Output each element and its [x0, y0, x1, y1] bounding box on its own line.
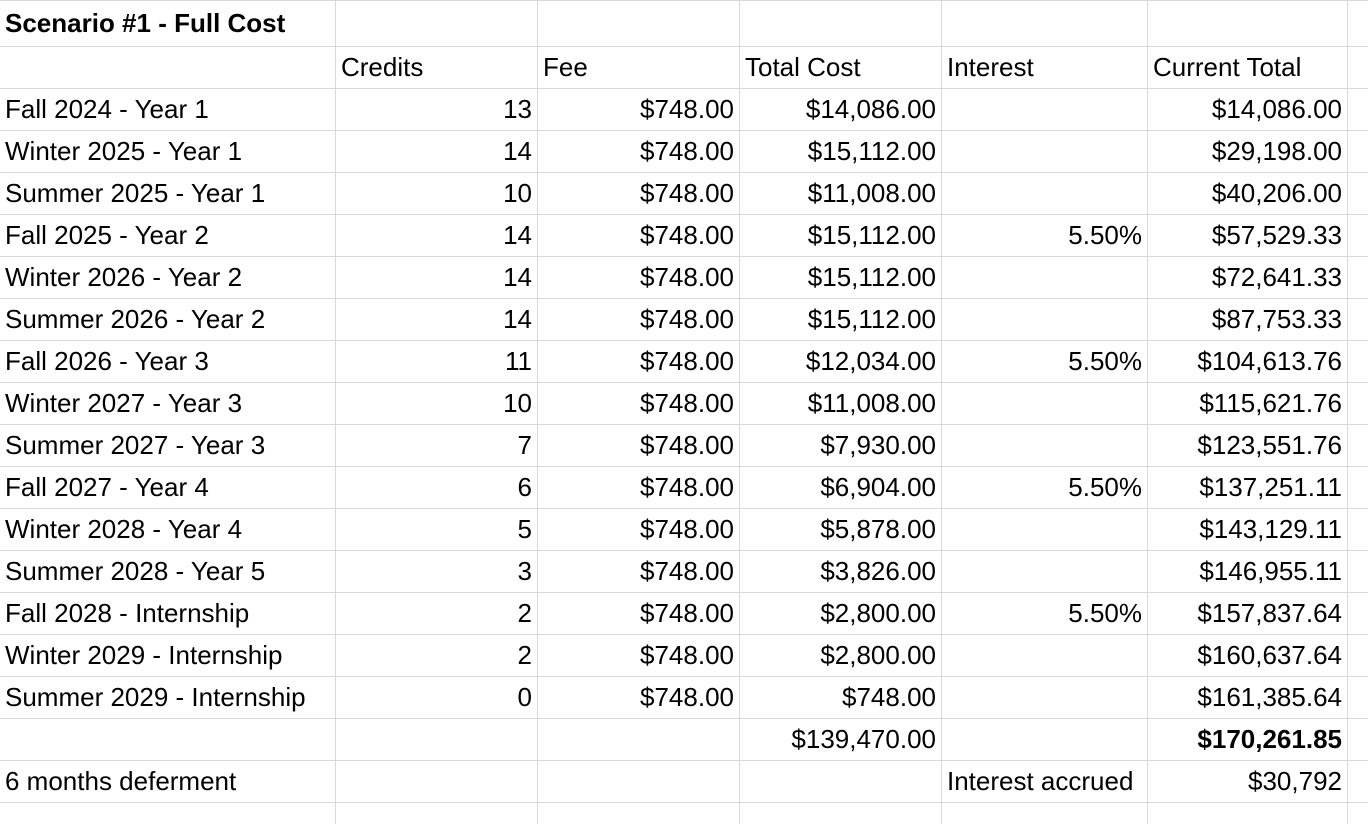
current-total-cell[interactable]: $40,206.00: [1148, 173, 1348, 214]
credits-cell[interactable]: 14: [336, 299, 538, 340]
empty-cell[interactable]: [942, 803, 1148, 824]
empty-cell[interactable]: [740, 761, 942, 802]
current-total-cell[interactable]: $137,251.11: [1148, 467, 1348, 508]
total-cost-cell[interactable]: $5,878.00: [740, 509, 942, 550]
deferment-row: [0, 761, 1368, 803]
table-row: [0, 299, 1368, 341]
fee-cell[interactable]: $748.00: [538, 299, 740, 340]
empty-cell[interactable]: [1348, 215, 1368, 256]
empty-cell[interactable]: [942, 1, 1148, 46]
empty-cell[interactable]: [1148, 1, 1348, 46]
table-row: [0, 131, 1368, 173]
total-cost-cell[interactable]: $15,112.00: [740, 131, 942, 172]
empty-cell[interactable]: [740, 803, 942, 824]
empty-cell[interactable]: [1348, 257, 1368, 298]
term-cell[interactable]: Fall 2028 - Internship: [0, 593, 336, 634]
header-cell-interest[interactable]: Interest: [942, 47, 1148, 88]
fee-cell[interactable]: $748.00: [538, 383, 740, 424]
empty-cell[interactable]: [942, 719, 1148, 760]
fee-cell[interactable]: $748.00: [538, 635, 740, 676]
interest-cell[interactable]: [942, 383, 1148, 424]
current-total-cell[interactable]: $29,198.00: [1148, 131, 1348, 172]
interest-cell[interactable]: [942, 635, 1148, 676]
interest-cell[interactable]: [942, 257, 1148, 298]
interest-cell[interactable]: [942, 551, 1148, 592]
empty-cell[interactable]: [1348, 1, 1368, 46]
empty-cell[interactable]: [538, 803, 740, 824]
current-total-cell[interactable]: $87,753.33: [1148, 299, 1348, 340]
empty-cell[interactable]: [1348, 89, 1368, 130]
table-row: [0, 635, 1368, 677]
empty-cell[interactable]: [1348, 383, 1368, 424]
total-cost-cell[interactable]: $11,008.00: [740, 383, 942, 424]
empty-cell[interactable]: [336, 1, 538, 46]
term-cell[interactable]: Fall 2026 - Year 3: [0, 341, 336, 382]
empty-cell[interactable]: [1348, 761, 1368, 802]
empty-cell[interactable]: [336, 761, 538, 802]
table-row: [0, 677, 1368, 719]
fee-cell[interactable]: $748.00: [538, 677, 740, 718]
header-cell-term[interactable]: [0, 47, 336, 88]
empty-cell[interactable]: [1348, 47, 1368, 88]
fee-cell[interactable]: $748.00: [538, 131, 740, 172]
total-cost-cell[interactable]: $2,800.00: [740, 593, 942, 634]
current-total-cell[interactable]: $143,129.11: [1148, 509, 1348, 550]
term-cell[interactable]: Summer 2026 - Year 2: [0, 299, 336, 340]
empty-cell[interactable]: [538, 1, 740, 46]
empty-cell[interactable]: [1348, 635, 1368, 676]
term-cell[interactable]: Winter 2027 - Year 3: [0, 383, 336, 424]
current-total-cell[interactable]: $161,385.64: [1148, 677, 1348, 718]
total-cost-cell[interactable]: $11,008.00: [740, 173, 942, 214]
interest-accrued-value-cell[interactable]: $30,792: [1148, 761, 1348, 802]
total-cost-cell[interactable]: $15,112.00: [740, 257, 942, 298]
empty-cell[interactable]: [740, 1, 942, 46]
grand-current-total-cell[interactable]: $170,261.85: [1148, 719, 1348, 760]
table-row: [0, 383, 1368, 425]
interest-accrued-label-cell[interactable]: Interest accrued: [942, 761, 1148, 802]
empty-cell[interactable]: [1348, 299, 1368, 340]
fee-cell[interactable]: $748.00: [538, 257, 740, 298]
empty-cell[interactable]: [538, 719, 740, 760]
current-total-cell[interactable]: $104,613.76: [1148, 341, 1348, 382]
table-row: [0, 425, 1368, 467]
fee-cell[interactable]: $748.00: [538, 89, 740, 130]
fee-cell[interactable]: $748.00: [538, 593, 740, 634]
table-row: [0, 467, 1368, 509]
term-cell[interactable]: Fall 2024 - Year 1: [0, 89, 336, 130]
table-row: [0, 89, 1368, 131]
empty-cell[interactable]: [336, 803, 538, 824]
table-row: [0, 173, 1368, 215]
empty-cell[interactable]: [1348, 551, 1368, 592]
fee-cell[interactable]: $748.00: [538, 551, 740, 592]
term-cell[interactable]: Summer 2029 - Internship: [0, 677, 336, 718]
current-total-cell[interactable]: $160,637.64: [1148, 635, 1348, 676]
empty-cell[interactable]: [1348, 509, 1368, 550]
header-cell-credits[interactable]: Credits: [336, 47, 538, 88]
empty-cell[interactable]: [1348, 173, 1368, 214]
interest-cell[interactable]: [942, 509, 1148, 550]
empty-cell[interactable]: [1348, 131, 1368, 172]
interest-cell[interactable]: [942, 131, 1148, 172]
term-cell[interactable]: Summer 2025 - Year 1: [0, 173, 336, 214]
total-cost-cell[interactable]: $14,086.00: [740, 89, 942, 130]
total-cost-cell[interactable]: $6,904.00: [740, 467, 942, 508]
term-cell[interactable]: Fall 2027 - Year 4: [0, 467, 336, 508]
current-total-cell[interactable]: $57,529.33: [1148, 215, 1348, 256]
table-row: [0, 551, 1368, 593]
empty-cell[interactable]: [1348, 803, 1368, 824]
table-row: [0, 215, 1368, 257]
table-row: [0, 509, 1368, 551]
term-cell[interactable]: Fall 2025 - Year 2: [0, 215, 336, 256]
term-cell[interactable]: Winter 2028 - Year 4: [0, 509, 336, 550]
interest-cell[interactable]: [942, 299, 1148, 340]
deferment-label-cell[interactable]: 6 months deferment: [0, 761, 336, 802]
header-cell-current-total[interactable]: Current Total: [1148, 47, 1348, 88]
header-row: [0, 47, 1368, 89]
current-total-cell[interactable]: $14,086.00: [1148, 89, 1348, 130]
interest-cell[interactable]: 5.50%: [942, 341, 1148, 382]
empty-cell[interactable]: [1348, 425, 1368, 466]
empty-cell[interactable]: [336, 719, 538, 760]
credits-cell[interactable]: 0: [336, 677, 538, 718]
empty-cell[interactable]: [1148, 803, 1348, 824]
credits-cell[interactable]: 14: [336, 215, 538, 256]
table-row: [0, 593, 1368, 635]
fee-cell[interactable]: $748.00: [538, 341, 740, 382]
current-total-cell[interactable]: $146,955.11: [1148, 551, 1348, 592]
total-cost-cell[interactable]: $15,112.00: [740, 299, 942, 340]
credits-cell[interactable]: 13: [336, 89, 538, 130]
interest-cell[interactable]: [942, 89, 1148, 130]
fee-cell[interactable]: $748.00: [538, 425, 740, 466]
term-cell[interactable]: Winter 2026 - Year 2: [0, 257, 336, 298]
totals-row: [0, 719, 1368, 761]
total-cost-cell[interactable]: $12,034.00: [740, 341, 942, 382]
empty-cell[interactable]: [1348, 719, 1368, 760]
term-cell[interactable]: Summer 2028 - Year 5: [0, 551, 336, 592]
current-total-cell[interactable]: $115,621.76: [1148, 383, 1348, 424]
total-cost-cell[interactable]: $2,800.00: [740, 635, 942, 676]
fee-cell[interactable]: $748.00: [538, 173, 740, 214]
credits-cell[interactable]: 5: [336, 509, 538, 550]
interest-cell[interactable]: [942, 677, 1148, 718]
interest-cell[interactable]: [942, 173, 1148, 214]
interest-cell[interactable]: 5.50%: [942, 467, 1148, 508]
empty-cell[interactable]: [1348, 677, 1368, 718]
interest-cell[interactable]: [942, 425, 1148, 466]
table-row: [0, 257, 1368, 299]
total-cost-cell[interactable]: $3,826.00: [740, 551, 942, 592]
term-cell[interactable]: Summer 2027 - Year 3: [0, 425, 336, 466]
scenario-title-cell[interactable]: Scenario #1 - Full Cost: [0, 1, 336, 46]
credits-cell[interactable]: 14: [336, 257, 538, 298]
total-cost-cell[interactable]: $15,112.00: [740, 215, 942, 256]
empty-cell[interactable]: [538, 761, 740, 802]
empty-cell[interactable]: [1348, 593, 1368, 634]
interest-cell[interactable]: 5.50%: [942, 593, 1148, 634]
interest-cell[interactable]: 5.50%: [942, 215, 1148, 256]
title-row: [0, 0, 1368, 47]
term-cell[interactable]: Winter 2025 - Year 1: [0, 131, 336, 172]
header-cell-total-cost[interactable]: Total Cost: [740, 47, 942, 88]
empty-row: [0, 803, 1368, 824]
total-cost-cell[interactable]: $7,930.00: [740, 425, 942, 466]
header-cell-fee[interactable]: Fee: [538, 47, 740, 88]
fee-cell[interactable]: $748.00: [538, 509, 740, 550]
fee-cell[interactable]: $748.00: [538, 215, 740, 256]
credits-cell[interactable]: 10: [336, 173, 538, 214]
total-cost-cell[interactable]: $748.00: [740, 677, 942, 718]
term-cell[interactable]: Winter 2029 - Internship: [0, 635, 336, 676]
empty-cell[interactable]: [0, 719, 336, 760]
credits-cell[interactable]: 11: [336, 341, 538, 382]
current-total-cell[interactable]: $157,837.64: [1148, 593, 1348, 634]
credits-cell[interactable]: 2: [336, 635, 538, 676]
current-total-cell[interactable]: $72,641.33: [1148, 257, 1348, 298]
credits-cell[interactable]: 3: [336, 551, 538, 592]
credits-cell[interactable]: 7: [336, 425, 538, 466]
credits-cell[interactable]: 2: [336, 593, 538, 634]
credits-cell[interactable]: 10: [336, 383, 538, 424]
current-total-cell[interactable]: $123,551.76: [1148, 425, 1348, 466]
empty-cell[interactable]: [1348, 467, 1368, 508]
empty-cell[interactable]: [0, 803, 336, 824]
credits-cell[interactable]: 14: [336, 131, 538, 172]
credits-cell[interactable]: 6: [336, 467, 538, 508]
sum-total-cost-cell[interactable]: $139,470.00: [740, 719, 942, 760]
table-row: [0, 341, 1368, 383]
fee-cell[interactable]: $748.00: [538, 467, 740, 508]
empty-cell[interactable]: [1348, 341, 1368, 382]
